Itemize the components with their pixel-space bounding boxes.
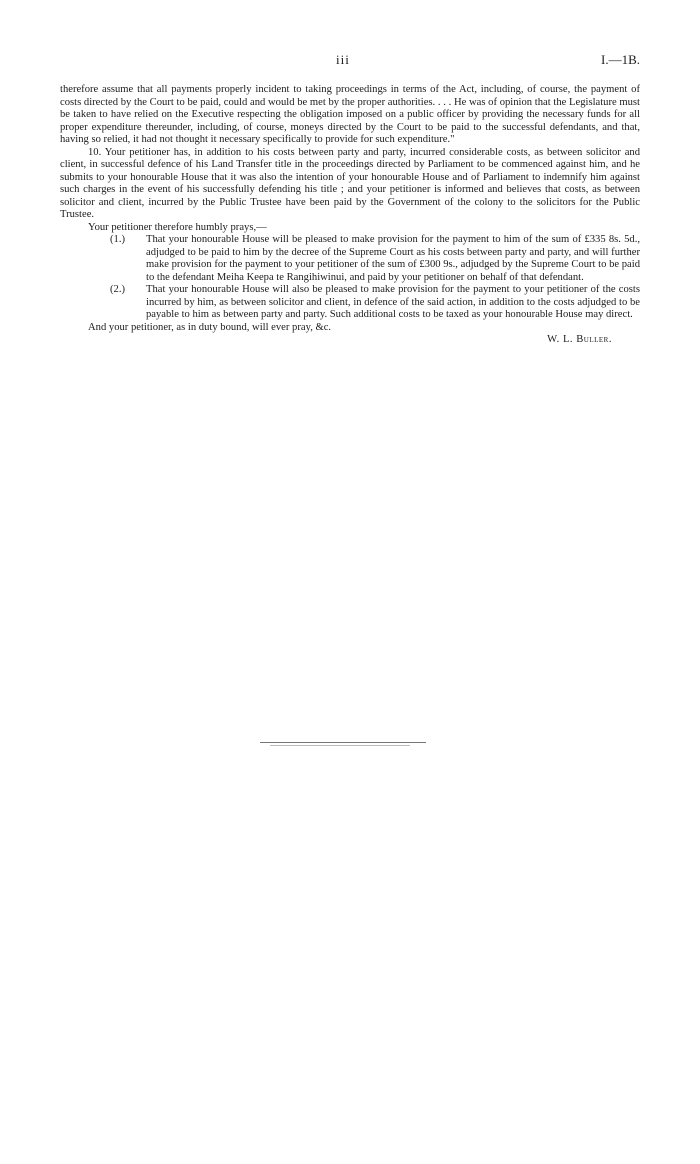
prayer-item <box>60 234 640 284</box>
page-number: iii <box>336 52 350 67</box>
prayer-text: That your honourable House will be pleased to make provision for the payment to him of the sum of £335 8s. 5d., adjudged to be paid to him by the decree of the Supreme Court as his costs between party and party, and will further make provision for the payment to your petitioner of the sum of £300 9s., adjudged by the Supreme Court to be paid to the defendant Meiha Keepa te Rangihiwinui, and paid by your petitioner on behalf of that defendant. <box>146 234 640 283</box>
prayer-text: That your honourable House will also be pleased to make provision for the payment to your petitioner of the costs incurred by him, as between solicitor and client, in defence of the said action, in addition to the costs adjudged to be payable to him as between party and party. Such additional costs to be taxed as your honourable House may direct. <box>146 284 640 320</box>
closing-line: And your petitioner, as in duty bound, will ever pray, &c. <box>88 321 332 333</box>
prayer-intro: Your petitioner therefore humbly prays,— <box>88 221 267 233</box>
paragraph-continuation: therefore assume that all payments properly incident to taking proceedings in terms of the Act, including, of course, the payment of costs directed by the Court to be paid, could and would be met by the proper authorities. . . . He was of opinion that the Legislature must be taken to have relied on the Executive respecting the obligation imposed on a public officer by providing the necessary funds for all proper expenditure thereunder, including, of course, moneys directed by the Court to be paid to the successful defendants, and that, having so relied, it had not thought it necessary specifically to provide for such expenditure." <box>60 84 640 145</box>
signature-name: W. L. Buller. <box>547 334 612 345</box>
petition-body <box>60 84 640 347</box>
prayer-number: (1.) <box>110 234 126 245</box>
prayer-number: (2.) <box>110 284 126 295</box>
prayer-item <box>60 284 640 322</box>
end-rule <box>260 742 426 743</box>
page-header <box>0 52 700 72</box>
paragraph-10: 10. Your petitioner has, in addition to his costs between party and party, incurred considerable costs, as between solicitor and client, in successful defence of his Land Transfer title in the proceedings directed by Parliament to be commenced against him, and he submits to your honourable House that it was also the intention of your honourable House and of Parliament to indemnify him against such charges in the event of his successfully defending his title ; and your petitioner is informed and believes that costs, as between solicitor and client, incurred by the Public Trustee have been paid by the Government of the colony to the solicitors for the Public Trustee. <box>60 146 640 220</box>
signature <box>60 334 640 347</box>
end-rule-secondary <box>270 745 410 746</box>
document-reference: I.—1B. <box>601 52 640 67</box>
